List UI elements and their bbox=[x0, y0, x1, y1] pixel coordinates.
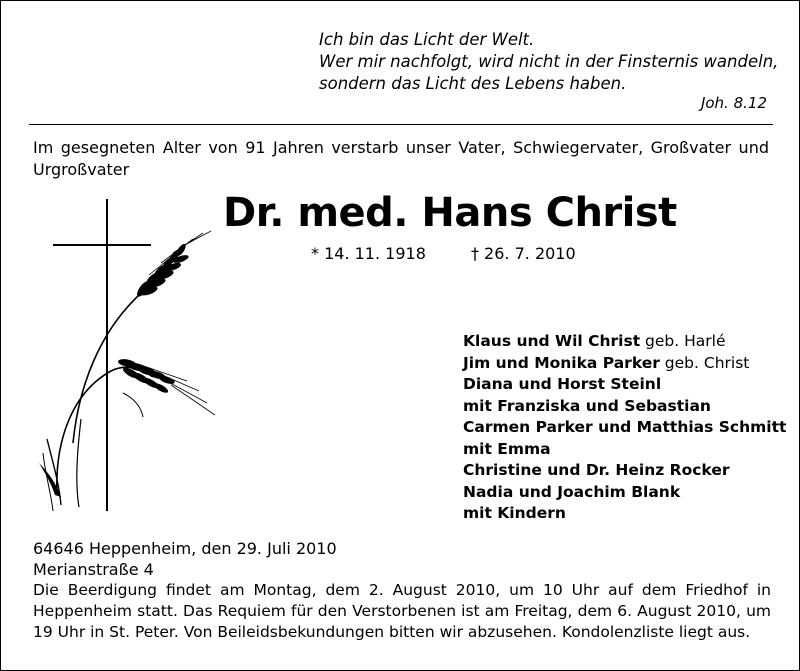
verse-line: Wer mir nachfolgt, wird nicht in der Finsternis wandeln, bbox=[319, 52, 779, 71]
birth-date: * 14. 11. 1918 bbox=[311, 244, 426, 263]
family-name: Klaus und Wil Christ bbox=[463, 332, 641, 350]
divider bbox=[29, 124, 773, 125]
family-row bbox=[463, 374, 783, 396]
intro-text: Im gesegneten Alter von 91 Jahren verstarb unser Vater, Schwiegervater, Großvater und Urgroßvater bbox=[33, 138, 769, 179]
family-note: geb. Harlé bbox=[640, 332, 726, 350]
deceased-name: Dr. med. Hans Christ bbox=[223, 190, 677, 236]
place-date: 64646 Heppenheim, den 29. Juli 2010 bbox=[33, 539, 337, 558]
family-row bbox=[463, 396, 783, 418]
family-row bbox=[463, 460, 783, 482]
family-row bbox=[463, 503, 783, 525]
family-name: Diana und Horst Steinl bbox=[463, 375, 662, 393]
family-row bbox=[463, 353, 783, 375]
verse-line: Ich bin das Licht der Welt. bbox=[319, 30, 535, 49]
family-row bbox=[463, 482, 783, 504]
family-list bbox=[463, 331, 787, 525]
bible-verse bbox=[319, 29, 779, 95]
address-block bbox=[33, 538, 337, 580]
family-row bbox=[463, 331, 783, 353]
death-date: † 26. 7. 2010 bbox=[470, 244, 576, 263]
family-name: Carmen Parker und Matthias Schmitt bbox=[463, 418, 787, 436]
cross-with-wheat-icon bbox=[31, 193, 231, 521]
family-row bbox=[463, 417, 787, 439]
family-name: mit Emma bbox=[463, 439, 551, 458]
family-row bbox=[463, 439, 783, 461]
street-address: Merianstraße 4 bbox=[33, 560, 154, 579]
verse-reference: Joh. 8.12 bbox=[700, 94, 767, 112]
family-note: geb. Christ bbox=[659, 353, 750, 372]
verse-line: sondern das Licht des Lebens haben. bbox=[319, 74, 627, 93]
life-dates bbox=[311, 244, 576, 263]
funeral-details: Die Beerdigung findet am Montag, dem 2. August 2010, um 10 Uhr auf dem Friedhof in Heppenheim statt. Das Requiem für den Verstorbenen ist am Freitag, dem 6. August 2010, um 19 Uhr in St. Peter. Von Beileidsbekundungen bitten wir abzusehen. Kondolenzliste liegt aus. bbox=[33, 581, 771, 641]
family-name: Christine und Dr. Heinz Rocker bbox=[463, 461, 730, 479]
family-name: Jim und Monika Parker bbox=[463, 353, 660, 372]
family-name: mit Kindern bbox=[463, 504, 566, 522]
family-name: Nadia und Joachim Blank bbox=[463, 482, 681, 501]
family-name: mit Franziska und Sebastian bbox=[463, 396, 711, 415]
